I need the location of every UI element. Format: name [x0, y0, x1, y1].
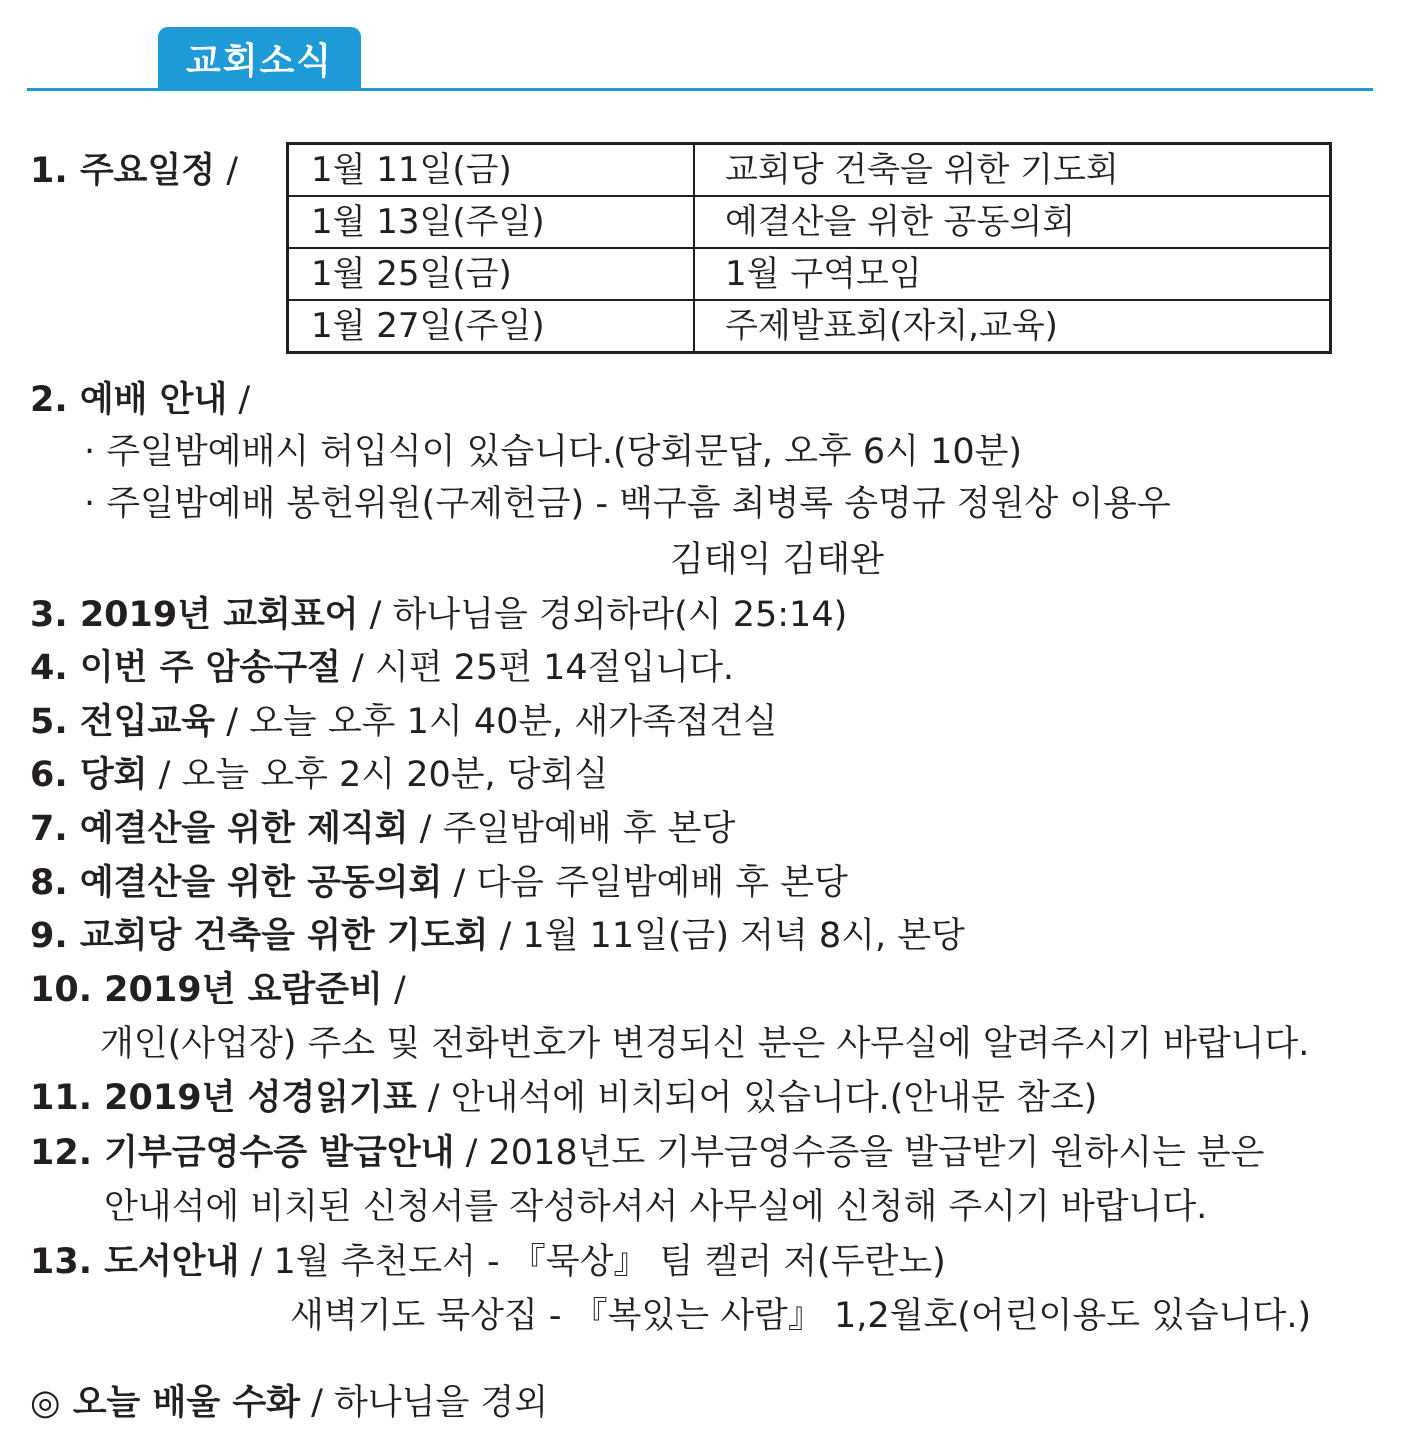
table-row	[288, 196, 1331, 248]
item-worship-line3: 김태익 김태완	[670, 540, 884, 580]
item-directory-label: 10. 2019년 요람준비	[30, 970, 383, 1010]
item-schedule-label: 1. 주요일정	[30, 151, 216, 191]
item-memory-verse-label: 4. 이번 주 암송구절	[30, 648, 341, 688]
table-row	[288, 248, 1331, 300]
schedule-date: 1월 13일(주일)	[288, 196, 695, 248]
item-directory-sep: /	[382, 970, 406, 1010]
item-schedule-sep: /	[215, 151, 238, 191]
item-donation-receipt-text: / 2018년도 기부금영수증을 발급받기 원하시는 분은	[454, 1133, 1265, 1173]
item-session	[30, 749, 608, 801]
item-officers-meeting	[30, 803, 735, 855]
item-motto-text: / 하나님을 경외하라(시 25:14)	[358, 595, 848, 635]
item-motto-label: 3. 2019년 교회표어	[30, 595, 359, 635]
item-worship-sep: /	[227, 380, 251, 420]
item-congregational-meeting	[30, 857, 848, 909]
item-prayer-meeting-label: 9. 교회당 건축을 위한 기도회	[30, 916, 489, 956]
item-directory	[30, 964, 406, 1016]
item-books-text: / 1월 추천도서 - 『묵상』 팀 켈러 저(두란노)	[239, 1242, 946, 1282]
schedule-event: 예결산을 위한 공동의회	[694, 196, 1331, 248]
schedule-date: 1월 27일(주일)	[288, 300, 695, 353]
item-newcomer-education-label: 5. 전입교육	[30, 702, 216, 742]
item-newcomer-education-text: / 오늘 오후 1시 40분, 새가족접견실	[215, 702, 778, 742]
schedule-event: 주제발표회(자치,교육)	[694, 300, 1331, 353]
item-bible-reading-label: 11. 2019년 성경읽기표	[30, 1078, 417, 1118]
item-prayer-meeting	[30, 910, 965, 962]
item-books-line2: 새벽기도 묵상집 - 『복있는 사람』 1,2월호(어린이용도 있습니다.)	[290, 1296, 1312, 1336]
schedule-event: 1월 구역모임	[694, 248, 1331, 300]
item-donation-receipt-line2: 안내석에 비치된 신청서를 작성하셔서 사무실에 신청해 주시기 바랍니다.	[104, 1187, 1208, 1227]
item-congregational-meeting-text: / 다음 주일밤예배 후 본당	[442, 863, 848, 903]
item-books	[30, 1236, 946, 1288]
schedule-date: 1월 25일(금)	[288, 248, 695, 300]
item-directory-line1: 개인(사업장) 주소 및 전화번호가 변경되신 분은 사무실에 알려주시기 바랍니다.	[100, 1024, 1310, 1064]
item-prayer-meeting-text: / 1월 11일(금) 저녁 8시, 본당	[488, 916, 965, 956]
item-newcomer-education	[30, 696, 777, 748]
section-title-tab: 교회소식	[158, 27, 361, 89]
item-officers-meeting-label: 7. 예결산을 위한 제직회	[30, 809, 409, 849]
item-books-label: 13. 도서안내	[30, 1242, 240, 1282]
item-worship-line1: · 주일밤예배시 허입식이 있습니다.(당회문답, 오후 6시 10분)	[84, 432, 1023, 472]
table-row	[288, 144, 1331, 197]
table-row	[288, 300, 1331, 353]
item-session-label: 6. 당회	[30, 755, 148, 795]
item-sign-language-label: ◎ 오늘 배울 수화	[30, 1383, 300, 1423]
header-divider	[27, 88, 1373, 91]
item-donation-receipt	[30, 1127, 1265, 1179]
item-congregational-meeting-label: 8. 예결산을 위한 공동의회	[30, 863, 443, 903]
item-motto	[30, 589, 847, 641]
item-sign-language	[30, 1377, 548, 1429]
item-worship-label: 2. 예배 안내	[30, 380, 228, 420]
item-sign-language-text: / 하나님을 경외	[299, 1383, 548, 1423]
item-donation-receipt-label: 12. 기부금영수증 발급안내	[30, 1133, 455, 1173]
schedule-event: 교회당 건축을 위한 기도회	[694, 144, 1331, 197]
schedule-table	[286, 142, 1332, 354]
item-bible-reading-text: / 안내석에 비치되어 있습니다.(안내문 참조)	[416, 1078, 1098, 1118]
item-bible-reading	[30, 1072, 1097, 1124]
item-officers-meeting-text: / 주일밤예배 후 본당	[408, 809, 736, 849]
item-session-text: / 오늘 오후 2시 20분, 당회실	[147, 755, 609, 795]
item-worship	[30, 374, 250, 426]
schedule-date: 1월 11일(금)	[288, 144, 695, 197]
item-memory-verse-text: / 시편 25편 14절입니다.	[340, 648, 735, 688]
item-worship-line2: · 주일밤예배 봉헌위원(구제헌금) - 백구흠 최병록 송명규 정원상 이용우	[84, 484, 1171, 524]
item-schedule	[30, 145, 238, 197]
item-memory-verse	[30, 642, 734, 694]
